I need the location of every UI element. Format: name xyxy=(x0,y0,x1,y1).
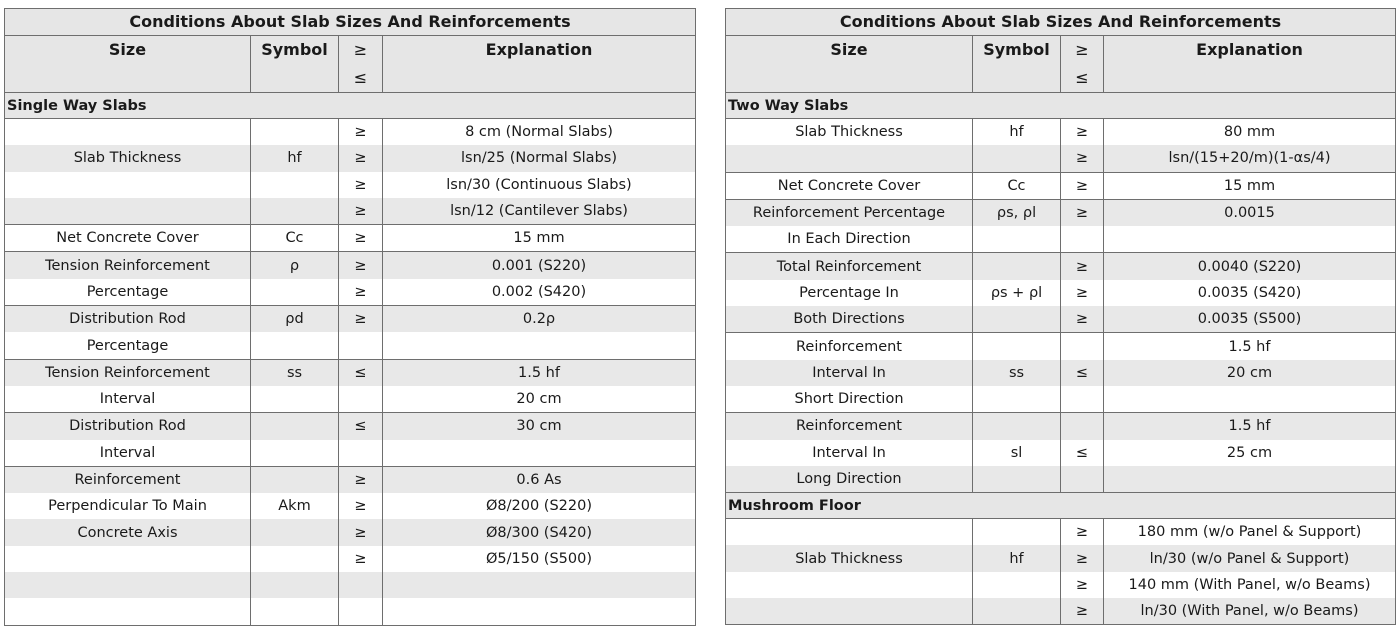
explanation-cell: 30 cm xyxy=(383,413,696,440)
symbol-header: Symbol xyxy=(973,36,1061,93)
table-row xyxy=(5,440,696,467)
symbol-cell: ρs + ρl xyxy=(973,280,1061,306)
symbol-cell xyxy=(251,198,339,225)
symbol-cell xyxy=(251,572,339,598)
operator-cell: ≤ xyxy=(339,359,383,386)
table-row xyxy=(726,598,1396,625)
table-row xyxy=(726,413,1396,440)
symbol-cell xyxy=(973,226,1061,253)
explanation-cell: 180 mm (w/o Panel & Support) xyxy=(1104,519,1396,546)
symbol-cell xyxy=(973,466,1061,493)
size-cell: Reinforcement xyxy=(5,466,251,493)
ge-symbol: ≥ xyxy=(1075,40,1089,59)
table-row xyxy=(726,253,1396,280)
symbol-cell: ρs, ρl xyxy=(973,199,1061,226)
symbol-cell xyxy=(251,386,339,413)
left-table-panel xyxy=(4,8,696,626)
explanation-cell: 0.0035 (S420) xyxy=(1104,280,1396,306)
table-row xyxy=(726,119,1396,146)
table-row xyxy=(5,172,696,198)
operator-cell: ≥ xyxy=(1061,172,1104,199)
table-title: Conditions About Slab Sizes And Reinforcements xyxy=(5,9,696,36)
section-title: Mushroom Floor xyxy=(726,493,1396,519)
operator-cell: ≥ xyxy=(339,198,383,225)
table-row xyxy=(726,519,1396,546)
symbol-header: Symbol xyxy=(251,36,339,93)
table-row xyxy=(726,440,1396,466)
operator-cell: ≥ xyxy=(339,466,383,493)
size-cell: Interval xyxy=(5,440,251,467)
size-cell: Slab Thickness xyxy=(726,119,973,146)
operator-cell xyxy=(1061,226,1104,253)
size-cell: Reinforcement Percentage xyxy=(726,199,973,226)
table-row xyxy=(5,386,696,413)
size-cell: Total Reinforcement xyxy=(726,253,973,280)
explanation-cell xyxy=(383,598,696,625)
explanation-cell: lsn/(15+20/m)(1-αs/4) xyxy=(1104,145,1396,172)
explanation-cell xyxy=(1104,466,1396,493)
operator-cell: ≥ xyxy=(339,119,383,146)
explanation-cell xyxy=(383,332,696,359)
operator-cell: ≥ xyxy=(339,493,383,519)
symbol-cell xyxy=(973,413,1061,440)
operator-cell: ≥ xyxy=(339,306,383,333)
operator-cell xyxy=(339,598,383,625)
symbol-cell xyxy=(251,279,339,306)
table-row xyxy=(5,252,696,279)
operator-cell: ≤ xyxy=(1061,360,1104,386)
symbol-cell xyxy=(251,172,339,198)
operator-cell: ≥ xyxy=(1061,280,1104,306)
operator-cell: ≤ xyxy=(339,413,383,440)
table-row xyxy=(726,226,1396,253)
table-row xyxy=(5,519,696,545)
table-row xyxy=(726,545,1396,571)
explanation-cell: Ø8/200 (S220) xyxy=(383,493,696,519)
size-cell: Net Concrete Cover xyxy=(5,225,251,252)
symbol-cell xyxy=(251,440,339,467)
size-cell: Both Directions xyxy=(726,306,973,333)
explanation-cell: 0.001 (S220) xyxy=(383,252,696,279)
symbol-cell xyxy=(251,519,339,545)
table-title: Conditions About Slab Sizes And Reinforcements xyxy=(726,9,1396,36)
operator-cell xyxy=(339,332,383,359)
section-title: Two Way Slabs xyxy=(726,93,1396,119)
size-cell xyxy=(5,198,251,225)
operator-cell: ≥ xyxy=(339,279,383,306)
explanation-cell xyxy=(383,440,696,467)
size-cell xyxy=(726,519,973,546)
table-row xyxy=(5,332,696,359)
le-symbol: ≤ xyxy=(1075,68,1089,87)
operator-cell: ≥ xyxy=(339,225,383,252)
symbol-cell: ρd xyxy=(251,306,339,333)
operator-cell: ≥ xyxy=(339,546,383,572)
size-cell: Distribution Rod xyxy=(5,306,251,333)
explanation-cell: 140 mm (With Panel, w/o Beams) xyxy=(1104,572,1396,598)
symbol-cell xyxy=(973,598,1061,625)
size-cell: Percentage xyxy=(5,279,251,306)
operator-cell: ≤ xyxy=(1061,440,1104,466)
operator-header xyxy=(339,36,383,93)
explanation-cell: 1.5 hf xyxy=(1104,333,1396,360)
size-cell xyxy=(726,145,973,172)
size-cell xyxy=(5,572,251,598)
operator-cell: ≥ xyxy=(1061,199,1104,226)
explanation-cell: 25 cm xyxy=(1104,440,1396,466)
size-cell: Reinforcement xyxy=(726,333,973,360)
size-cell: Tension Reinforcement xyxy=(5,252,251,279)
explanation-cell: lsn/12 (Cantilever Slabs) xyxy=(383,198,696,225)
operator-cell: ≥ xyxy=(339,252,383,279)
operator-cell: ≥ xyxy=(1061,306,1104,333)
symbol-cell xyxy=(251,332,339,359)
table-row xyxy=(5,546,696,572)
size-cell xyxy=(5,546,251,572)
operator-cell xyxy=(339,572,383,598)
table-row xyxy=(5,493,696,519)
size-cell: Long Direction xyxy=(726,466,973,493)
symbol-cell xyxy=(251,598,339,625)
table-row xyxy=(5,359,696,386)
table-row xyxy=(726,466,1396,493)
table-row xyxy=(5,413,696,440)
explanation-cell: ln/30 (w/o Panel & Support) xyxy=(1104,545,1396,571)
table-row xyxy=(726,306,1396,333)
explanation-cell: Ø8/300 (S420) xyxy=(383,519,696,545)
table-row xyxy=(5,598,696,625)
explanation-cell: 1.5 hf xyxy=(1104,413,1396,440)
explanation-cell: lsn/30 (Continuous Slabs) xyxy=(383,172,696,198)
size-cell: Perpendicular To Main xyxy=(5,493,251,519)
size-cell: Concrete Axis xyxy=(5,519,251,545)
table-row xyxy=(726,199,1396,226)
table-row xyxy=(5,306,696,333)
table-row xyxy=(5,119,696,146)
table-row xyxy=(726,360,1396,386)
operator-header xyxy=(1061,36,1104,93)
symbol-cell xyxy=(973,386,1061,413)
operator-cell: ≥ xyxy=(1061,253,1104,280)
size-cell xyxy=(5,119,251,146)
symbol-cell: Cc xyxy=(973,172,1061,199)
symbol-cell: ss xyxy=(973,360,1061,386)
symbol-cell xyxy=(973,253,1061,280)
symbol-cell: hf xyxy=(251,145,339,171)
symbol-cell xyxy=(251,546,339,572)
explanation-cell: 20 cm xyxy=(383,386,696,413)
symbol-cell xyxy=(973,145,1061,172)
size-cell xyxy=(726,572,973,598)
explanation-cell: 0.002 (S420) xyxy=(383,279,696,306)
size-cell: Percentage xyxy=(5,332,251,359)
symbol-cell: hf xyxy=(973,545,1061,571)
le-symbol: ≤ xyxy=(353,68,368,87)
symbol-cell: hf xyxy=(973,119,1061,146)
symbol-cell: sl xyxy=(973,440,1061,466)
operator-cell: ≥ xyxy=(1061,598,1104,625)
size-cell xyxy=(5,598,251,625)
size-cell xyxy=(726,598,973,625)
size-cell: Interval In xyxy=(726,440,973,466)
section-row xyxy=(726,493,1396,519)
operator-cell: ≥ xyxy=(1061,545,1104,571)
symbol-cell xyxy=(973,519,1061,546)
explanation-cell: 15 mm xyxy=(383,225,696,252)
operator-cell: ≥ xyxy=(339,172,383,198)
explanation-cell: 0.2ρ xyxy=(383,306,696,333)
operator-cell: ≥ xyxy=(1061,519,1104,546)
explanation-cell: 0.6 As xyxy=(383,466,696,493)
operator-cell: ≥ xyxy=(1061,145,1104,172)
size-cell: Distribution Rod xyxy=(5,413,251,440)
two-way-slabs-table xyxy=(725,8,1396,625)
explanation-cell: 8 cm (Normal Slabs) xyxy=(383,119,696,146)
explanation-cell: 0.0035 (S500) xyxy=(1104,306,1396,333)
operator-cell xyxy=(339,386,383,413)
explanation-cell: 0.0015 xyxy=(1104,199,1396,226)
table-row xyxy=(5,466,696,493)
size-header: Size xyxy=(726,36,973,93)
operator-cell xyxy=(1061,386,1104,413)
explanation-cell xyxy=(383,572,696,598)
explanation-header: Explanation xyxy=(1104,36,1396,93)
explanation-header: Explanation xyxy=(383,36,696,93)
operator-cell xyxy=(1061,466,1104,493)
explanation-cell: Ø5/150 (S500) xyxy=(383,546,696,572)
right-table-panel xyxy=(725,8,1396,625)
size-cell xyxy=(5,172,251,198)
size-cell: Percentage In xyxy=(726,280,973,306)
size-cell: Interval In xyxy=(726,360,973,386)
size-cell: Slab Thickness xyxy=(726,545,973,571)
size-cell: Tension Reinforcement xyxy=(5,359,251,386)
table-row xyxy=(5,145,696,171)
symbol-cell xyxy=(251,119,339,146)
ge-symbol: ≥ xyxy=(353,40,368,59)
symbol-cell xyxy=(973,572,1061,598)
table-row xyxy=(726,280,1396,306)
symbol-cell xyxy=(973,333,1061,360)
size-cell: Interval xyxy=(5,386,251,413)
operator-cell: ≥ xyxy=(339,519,383,545)
size-cell: In Each Direction xyxy=(726,226,973,253)
operator-cell: ≥ xyxy=(1061,119,1104,146)
table-row xyxy=(5,572,696,598)
explanation-cell: lsn/25 (Normal Slabs) xyxy=(383,145,696,171)
single-way-slabs-table xyxy=(4,8,696,626)
table-row xyxy=(5,198,696,225)
table-row xyxy=(5,279,696,306)
size-cell: Reinforcement xyxy=(726,413,973,440)
operator-cell xyxy=(1061,333,1104,360)
symbol-cell: Akm xyxy=(251,493,339,519)
size-cell: Net Concrete Cover xyxy=(726,172,973,199)
symbol-cell: Cc xyxy=(251,225,339,252)
explanation-cell: 15 mm xyxy=(1104,172,1396,199)
operator-cell: ≥ xyxy=(339,145,383,171)
symbol-cell xyxy=(251,466,339,493)
size-header: Size xyxy=(5,36,251,93)
explanation-cell: 20 cm xyxy=(1104,360,1396,386)
symbol-cell xyxy=(251,413,339,440)
explanation-cell xyxy=(1104,386,1396,413)
explanation-cell: 0.0040 (S220) xyxy=(1104,253,1396,280)
explanation-cell xyxy=(1104,226,1396,253)
symbol-cell: ρ xyxy=(251,252,339,279)
operator-cell xyxy=(1061,413,1104,440)
explanation-cell: 80 mm xyxy=(1104,119,1396,146)
table-row xyxy=(5,225,696,252)
symbol-cell: ss xyxy=(251,359,339,386)
table-row xyxy=(726,145,1396,172)
explanation-cell: 1.5 hf xyxy=(383,359,696,386)
operator-cell: ≥ xyxy=(1061,572,1104,598)
size-cell: Slab Thickness xyxy=(5,145,251,171)
table-row xyxy=(726,386,1396,413)
symbol-cell xyxy=(973,306,1061,333)
size-cell: Short Direction xyxy=(726,386,973,413)
operator-cell xyxy=(339,440,383,467)
explanation-cell: ln/30 (With Panel, w/o Beams) xyxy=(1104,598,1396,625)
table-row xyxy=(726,333,1396,360)
table-row xyxy=(726,572,1396,598)
section-title: Single Way Slabs xyxy=(5,93,696,119)
table-row xyxy=(726,172,1396,199)
